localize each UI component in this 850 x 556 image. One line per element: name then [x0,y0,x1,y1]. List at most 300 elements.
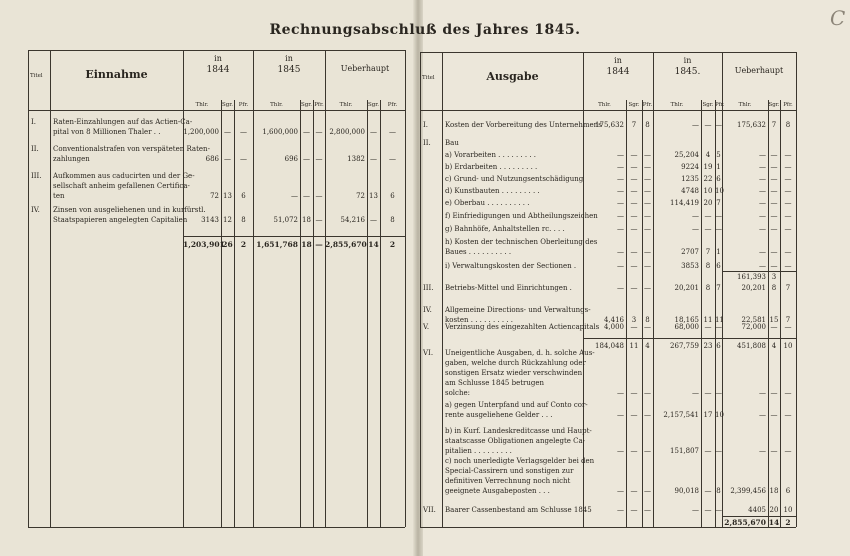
right-row-text: f) Einfriedigungen und Abtheilungszeichen [445,212,598,220]
right-row-value-thlr: — [692,225,699,233]
right-row-value-sgr: — [630,151,638,159]
right-row-value-pf: — [715,212,722,220]
right-row-value-pf: 1 [716,163,721,171]
right-row-value-pf: — [644,175,651,183]
right-row-value-sgr: — [770,323,778,331]
left-thlr-label: Thlr. [195,102,209,108]
right-row-value-pf: — [784,175,792,183]
right-row-value-thlr: — [617,389,624,397]
right-thlr-label: Thlr. [598,102,611,108]
right-row-value-sgr: — [630,389,638,397]
right-pf-label: Pfr. [783,102,793,108]
left-row-value-pf: 6 [241,192,246,200]
right-table-bottom-rule [420,527,796,528]
right-table-left-rule [420,52,421,527]
left-sgr-label: Sgr. [221,102,234,108]
right-row-value-thlr: 2707 [681,248,699,256]
page-title: Rechnungsabschluß des Jahres 1845. [269,22,581,38]
left-row-value-thlr: 72 [210,192,219,200]
right-row-value-sgr: — [704,323,712,331]
right-year-header: 1844 [606,67,630,77]
right-row-value-sgr: — [770,447,778,455]
left-total-pf: 2 [240,240,247,249]
right-row-value-thlr: — [692,212,699,220]
right-row-value-sgr: — [630,225,638,233]
right-row-value-pf: — [644,447,651,455]
left-row-value-thlr: 1,200,000 [183,128,219,136]
right-row-text: Bau [445,139,459,147]
right-row-text: definitiven Verrechnung noch nicht [445,477,571,485]
left-row-value-sgr: — [370,155,377,163]
right-row-value-sgr: — [770,262,778,270]
right-row-value-sgr: 7 [705,248,711,256]
left-pf-rule [234,100,235,527]
right-row-value-pf: — [784,411,792,419]
right-row-value-sgr: 20 [769,506,779,514]
right-row-text: Baues . . . . . . . . . . [445,248,512,256]
left-row-value-pf: 8 [241,216,246,224]
right-row-value-pf: 11 [715,316,724,324]
right-row-value-thlr: — [759,175,766,183]
right-row-value-pf: — [644,163,651,171]
left-sgr-rule [367,100,368,527]
left-row-value-pf: — [240,155,247,163]
left-table-bottom-rule [28,527,405,528]
right-row-value-sgr: — [704,447,712,455]
left-row-text: Conventionalstrafen von verspäteten Raten- [53,145,210,153]
left-in-label: in [285,54,293,63]
left-sgr-rule [300,100,301,527]
right-row-text: staatscasse Obligationen angelegte Ca- [445,437,586,445]
right-row-value-thlr: — [759,389,766,397]
right-row-value-pf: 4 [645,342,650,350]
right-row-value-thlr: 68,000 [674,323,699,331]
right-row-value-thlr: 90,018 [674,487,699,495]
left-total-header: Ueberhaupt [340,64,390,73]
left-row-value-thlr: 2,800,000 [329,128,365,136]
right-row-value-sgr: — [630,248,638,256]
right-row-value-sgr: — [770,187,778,195]
right-row-value-thlr: 72,000 [741,323,766,331]
right-row-value-sgr: 18 [769,487,779,495]
right-row-titel: VI. [423,349,434,357]
right-row-value-pf: 6 [785,487,791,495]
right-row-value-pf: 5 [716,151,721,159]
left-table-top-rule [28,50,405,51]
right-row-value-sgr: — [630,506,638,514]
right-row-text: kosten . . . . . . . . . . [445,316,514,324]
right-row-value-thlr: — [759,199,766,207]
right-row-value-pf: 7 [716,284,721,292]
left-row-value-sgr: — [224,155,231,163]
right-row-value-thlr: — [759,212,766,220]
left-row-value-pf: 8 [390,216,395,224]
right-row-value-thlr: 161,393 [737,273,766,281]
right-row-value-thlr: — [617,175,624,183]
right-row-value-thlr: — [759,225,766,233]
left-pf-rule [313,100,314,527]
right-row-value-thlr: 267,759 [670,342,699,350]
right-row-value-sgr: — [770,225,778,233]
left-year-header: 1844 [206,65,230,75]
left-total-pf: — [315,240,323,249]
right-row-value-sgr: — [630,262,638,270]
right-row-text: c) noch unerledigte Verlagsgelder bei den [445,457,595,465]
right-row-value-sgr: 4 [705,151,711,159]
left-row-text: zahlungen [53,155,90,163]
right-row-titel: VII. [423,506,436,514]
right-row-titel: II. [423,139,431,147]
right-row-text: d) Kunstbauten . . . . . . . . . [445,187,540,195]
right-row-value-thlr: 4,000 [603,323,624,331]
left-row-value-thlr: 51,072 [273,216,298,224]
right-row-value-pf: — [715,225,722,233]
right-row-value-thlr: — [617,262,624,270]
right-row-value-thlr: 20,201 [741,284,766,292]
right-row-value-thlr: 4405 [748,506,766,514]
right-row-value-pf: — [644,187,651,195]
left-row-value-thlr: — [291,192,298,200]
right-row-value-sgr: — [630,175,638,183]
right-row-value-sgr: 19 [703,163,713,171]
left-sgr-label: Sgr. [367,102,380,108]
left-row-titel: I. [31,118,36,126]
right-row-value-thlr: 3853 [681,262,699,270]
right-row-value-sgr: — [770,199,778,207]
right-row-value-thlr: 2,157,541 [663,411,699,419]
right-row-value-thlr: — [617,447,624,455]
right-row-value-pf: — [784,225,792,233]
right-row-value-thlr: 175,632 [595,121,624,129]
right-year-header: 1845. [674,67,701,77]
right-row-value-thlr: 20,201 [674,284,699,292]
right-row-value-sgr: — [630,187,638,195]
right-sgr-label: Sgr. [628,102,640,108]
left-row-value-thlr: 54,216 [340,216,365,224]
right-row-value-sgr: — [770,175,778,183]
right-row-value-pf: — [715,447,722,455]
right-row-value-thlr: 451,808 [737,342,766,350]
right-row-value-pf: 7 [716,199,721,207]
left-group-rule [325,50,326,527]
right-row-value-pf: — [644,284,651,292]
right-row-value-sgr: 8 [705,284,711,292]
right-row-value-thlr: — [617,411,624,419]
left-total-pf: 2 [389,240,396,249]
left-page [0,0,418,556]
right-row-value-sgr: — [770,163,778,171]
left-row-value-sgr: — [303,155,310,163]
left-row-value-sgr: 13 [369,192,378,200]
right-row-value-pf: 6 [716,262,721,270]
right-row-value-sgr: — [770,212,778,220]
right-pf-label: Pfr. [715,102,725,108]
right-row-value-pf: 8 [645,121,650,129]
right-row-value-thlr: — [617,225,624,233]
right-row-value-sgr: — [630,323,638,331]
right-row-value-thlr: 4,416 [603,316,624,324]
left-row-text: sellschaft anheim gefallenen Certifica- [53,182,190,190]
left-row-text: Staatspapieren angelegten Capitalien [53,216,188,224]
left-row-value-sgr: 13 [223,192,232,200]
right-row-value-pf: — [644,506,651,514]
right-row-value-sgr: — [630,447,638,455]
right-row-value-sgr: 11 [629,342,639,350]
right-row-value-thlr: 9224 [681,163,699,171]
right-row-text: Betriebs-Mittel und Einrichtungen . [445,284,572,292]
right-row-value-pf: 7 [785,316,791,324]
right-row-value-sgr: — [630,163,638,171]
left-row-value-pf: — [315,128,323,136]
right-row-value-sgr: 10 [703,187,713,195]
right-row-value-thlr: — [692,506,699,514]
right-row-text: Uneigentliche Ausgaben, d. h. solche Aus- [445,349,595,357]
right-row-value-thlr: 22,581 [741,316,766,324]
right-row-value-pf: 8 [645,316,650,324]
right-row-value-pf: — [715,121,722,129]
left-total-thlr: 1,651,768 [256,240,298,249]
right-row-value-pf: — [784,389,792,397]
left-row-value-sgr: — [370,216,377,224]
right-row-value-sgr: 20 [703,199,713,207]
right-row-text: b) in Kurf. Landeskreditcasse und Haupt- [445,427,592,435]
right-row-text: sonstigen Ersatz wieder verschwinden [445,369,583,377]
right-row-value-pf: — [784,151,792,159]
right-row-value-pf: — [715,506,722,514]
right-row-value-pf: 10 [783,342,793,350]
right-row-value-sgr: 8 [771,284,777,292]
right-row-value-sgr: — [704,212,712,220]
page-fold [413,0,423,556]
right-row-value-pf: — [784,248,792,256]
left-total-thlr: 1,203,901 [183,240,225,249]
left-titel-rule [50,50,51,527]
left-row-value-pf: 6 [390,192,395,200]
left-total-sgr: 26 [222,240,233,249]
left-row-value-sgr: — [224,128,231,136]
left-row-value-thlr: 686 [205,155,219,163]
left-row-titel: III. [31,172,42,180]
right-row-text: Baarer Cassenbestand am Schlusse 1845 [445,506,592,514]
right-row-value-pf: 8 [785,121,791,129]
right-row-value-pf: — [784,199,792,207]
left-row-value-pf: — [315,155,323,163]
right-row-text: rente ausgeliehene Gelder . . . [445,411,553,419]
right-row-value-pf: 6 [716,342,721,350]
right-pf-label: Pfr. [642,102,653,108]
left-pf-rule [380,100,381,527]
right-row-text: h) Kosten der technischen Oberleitung des [445,238,598,246]
right-row-value-sgr: 3 [771,273,777,281]
right-total-header: Ueberhaupt [734,66,784,75]
right-final-rule [722,516,796,517]
left-in-label: in [214,54,222,63]
left-row-value-thlr: 696 [284,155,298,163]
right-row-value-pf: — [644,323,651,331]
right-row-value-thlr: — [759,411,766,419]
right-thlr-label: Thlr. [738,102,752,108]
right-row-value-thlr: — [759,163,766,171]
left-row-value-pf: — [315,216,323,224]
right-row-value-thlr: 4748 [681,187,699,195]
right-row-value-sgr: — [630,487,638,495]
right-row-text: geeignete Ausgabeposten . . . [445,487,550,495]
right-row-value-thlr: — [759,447,766,455]
right-row-value-thlr: — [759,151,766,159]
left-group-rule [253,50,254,527]
left-header-rule [28,110,405,111]
right-row-value-thlr: — [759,187,766,195]
right-row-value-sgr: 7 [771,121,777,129]
right-row-value-pf: — [784,262,792,270]
right-row-value-sgr: — [704,225,712,233]
left-year-header: 1845 [277,65,301,75]
left-pf-label: Pfr. [238,102,249,108]
right-row-value-pf: — [644,411,651,419]
left-pf-label: Pfr. [387,102,398,108]
left-row-value-pf: — [240,128,247,136]
left-total-thlr: 2,855,670 [325,240,367,249]
right-row-value-sgr: — [704,121,712,129]
right-row-value-thlr: — [617,487,624,495]
right-header-rule [420,110,796,111]
right-row-value-sgr: — [704,389,712,397]
right-row-value-pf: — [644,212,651,220]
right-row-value-pf: — [784,163,792,171]
right-row-value-pf: 10 [783,506,793,514]
right-total-pf: 2 [785,518,791,527]
right-group-rule [796,52,797,527]
right-bau-sum-rule [722,271,796,272]
right-row-value-thlr: — [617,187,624,195]
right-row-titel: III. [423,284,434,292]
right-row-value-thlr: — [617,163,624,171]
right-row-value-thlr: — [617,284,624,292]
left-thlr-label: Thlr. [270,102,283,108]
left-sgr-rule [221,100,222,527]
left-row-value-sgr: 12 [223,216,232,224]
right-row-value-thlr: — [617,199,624,207]
right-row-value-thlr: — [617,212,624,220]
left-row-value-sgr: — [303,192,310,200]
right-row-text: solche: [445,389,470,397]
left-row-value-thlr: 1,600,000 [262,128,298,136]
left-group-rule [405,50,406,527]
left-row-value-thlr: 72 [356,192,365,200]
right-row-value-thlr: — [692,121,699,129]
right-row-value-pf: — [784,323,792,331]
right-row-value-pf: — [644,248,651,256]
right-in-label: in [683,56,692,65]
corner-mark: C [830,6,846,30]
left-pf-label: Pfr. [314,102,324,108]
right-row-text: Kosten der Vorbereitung des Unternehmens [445,121,602,129]
right-row-titel: V. [423,323,430,331]
left-row-value-thlr: 1382 [347,155,365,163]
left-row-value-pf: — [315,192,323,200]
left-main-header: Einnahme [85,68,148,81]
left-row-value-sgr: — [370,128,377,136]
right-row-value-thlr: 25,204 [674,151,699,159]
right-row-value-pf: 10 [715,411,724,419]
left-total-sgr: 14 [368,240,379,249]
right-row-value-thlr: 184,048 [595,342,624,350]
right-row-value-sgr: — [630,212,638,220]
left-row-value-sgr: 18 [302,216,311,224]
right-subtotal-rule [583,338,796,339]
right-row-value-thlr: 1235 [681,175,699,183]
right-titel-rule [442,52,443,527]
right-row-text: i) Verwaltungskosten der Sectionen . [445,262,577,270]
right-row-value-sgr: — [630,284,638,292]
right-row-value-pf: 1 [716,248,721,256]
right-row-text: b) Erdarbeiten . . . . . . . . . [445,163,538,171]
left-total-sgr: 18 [301,240,312,249]
right-row-text: pitalien . . . . . . . . . [445,447,512,455]
right-row-text: g) Bahnhöfe, Anhaltstellen rc. . . . [445,225,565,233]
right-row-value-pf: — [784,447,792,455]
right-row-value-thlr: 18,165 [674,316,699,324]
right-row-value-pf: 6 [716,175,721,183]
left-row-value-sgr: — [303,128,310,136]
right-row-value-thlr: 175,632 [737,121,766,129]
right-row-value-sgr: 4 [771,342,777,350]
right-row-text: c) Grund- und Nutzungsentschädigung [445,175,584,183]
right-row-value-sgr: 17 [703,411,713,419]
right-row-value-thlr: — [692,389,699,397]
right-row-value-pf: — [644,262,651,270]
right-row-value-pf: — [644,225,651,233]
right-row-text: Allgemeine Directions- und Verwaltungs- [445,306,591,314]
right-row-value-sgr: — [704,506,712,514]
right-row-value-thlr: — [617,151,624,159]
right-row-value-pf: 10 [715,187,724,195]
left-row-text: Zinsen von ausgeliehenen und in kurfürstl. [53,206,206,214]
right-row-value-pf: — [715,323,722,331]
right-row-value-sgr: — [770,248,778,256]
left-row-text: Aufkommen aus caducirten und der Ge- [53,172,195,180]
left-row-value-thlr: 3143 [201,216,219,224]
left-thlr-label: Thlr. [339,102,353,108]
left-subtotal-rule [183,236,405,237]
right-row-text: e) Oberbau . . . . . . . . . . [445,199,530,207]
right-row-value-sgr: 11 [703,316,713,324]
right-row-titel: IV. [423,306,432,314]
right-row-value-sgr: — [770,151,778,159]
right-row-value-sgr: — [630,411,638,419]
right-row-value-pf: — [715,389,722,397]
right-row-value-pf: — [644,389,651,397]
right-in-label: in [614,56,622,65]
left-row-titel: II. [31,145,39,153]
right-sgr-label: Sgr. [768,102,780,108]
left-row-value-pf: — [389,128,396,136]
right-row-value-thlr: 151,807 [670,447,699,455]
right-row-text: Special-Cassirern und sonstigen zur [445,467,574,475]
right-row-text: a) Vorarbeiten . . . . . . . . . [445,151,536,159]
right-row-text: am Schlusse 1845 betrugen [445,379,545,387]
right-thlr-label: Thlr. [670,102,684,108]
left-table-left-rule [28,50,29,527]
right-row-value-sgr: 15 [769,316,779,324]
right-row-value-thlr: — [759,262,766,270]
right-row-value-sgr: — [630,199,638,207]
right-row-value-thlr: — [617,506,624,514]
right-titel-header: Titel [422,75,435,81]
right-row-value-thlr: — [759,248,766,256]
right-row-value-pf: — [644,199,651,207]
left-row-text: pital von 8 Millionen Thaler . . [53,128,161,136]
